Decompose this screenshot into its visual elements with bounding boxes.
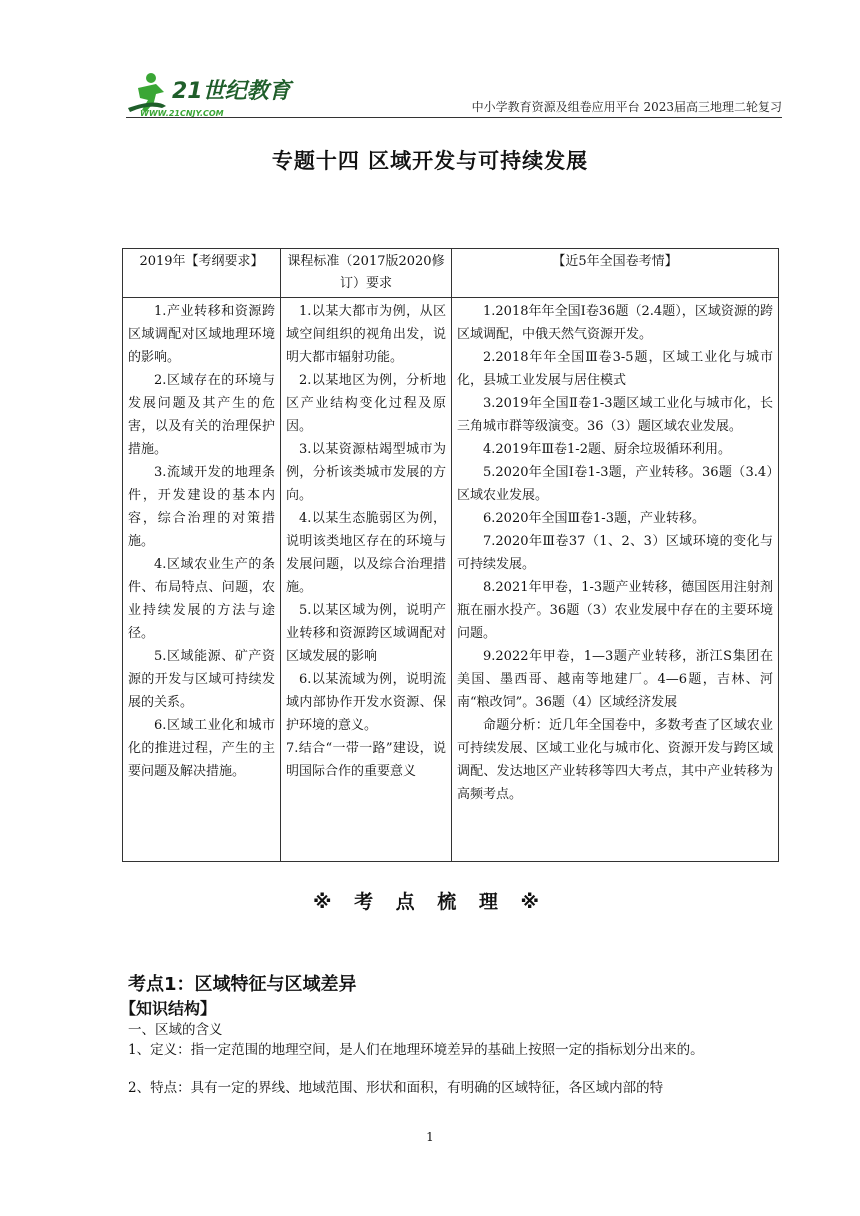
list-item: 4.2019年Ⅲ卷1-2题、厨余垃圾循环利用。: [483, 442, 731, 457]
list-item: 7.结合“一带一路”建设，说明国际合作的重要意义: [286, 741, 446, 779]
knowledge-structure-heading: 【知识结构】: [120, 999, 217, 1018]
list-item: 2.2018年年全国Ⅲ卷3-5题，区域工业化与城市化，县城工业发展与居住模式: [457, 350, 773, 388]
logo-url-text: WWW.21CNJY.COM: [140, 109, 224, 118]
header-divider: [126, 117, 782, 118]
list-item: 1.产业转移和资源跨区域调配对区域地理环境的影响。: [128, 304, 275, 365]
list-item: 3.以某资源枯竭型城市为例，分析该类城市发展的方向。: [286, 442, 446, 503]
site-logo: [126, 68, 296, 118]
page-number: 1: [426, 1130, 434, 1144]
table-header-row: [123, 249, 779, 298]
list-item: 4.以某生态脆弱区为例，说明该类地区存在的环境与发展问题，以及综合治理措施。: [286, 511, 446, 595]
list-item: 8.2021年甲卷，1-3题产业转移，德国医用注射剂瓶在丽水投产。36题（3）农业发展中存在的主要环境问题。: [457, 580, 773, 641]
section-heading: ※ 考 点 梳 理 ※: [312, 891, 548, 913]
requirements-table: [122, 248, 779, 862]
document-title: 专题十四 区域开发与可持续发展: [271, 149, 589, 173]
list-item: 2.以某地区为例，分析地区产业结构变化过程及原因。: [286, 373, 446, 434]
runner-logo-icon: [126, 68, 296, 118]
header-right-text: 中小学教育资源及组卷应用平台 2023届高三地理二轮复习: [471, 100, 782, 114]
list-item: 1.2018年年全国Ⅰ卷36题（2.4题），区域资源的跨区域调配，中俄天然气资源开发。: [457, 304, 773, 342]
paragraph: 1、定义：指一定范围的地理空间，是人们在地理环境差异的基础上按照一定的指标划分出来的。: [128, 1042, 704, 1058]
curriculum-standard-cell: [281, 298, 452, 862]
list-item: 3.流域开发的地理条件，开发建设的基本内容，综合治理的对策措施。: [128, 465, 275, 549]
list-item: 5.区域能源、矿产资源的开发与区域可持续发展的关系。: [128, 649, 275, 710]
exam-history-cell: [452, 298, 779, 862]
table-row: [123, 298, 779, 862]
logo-main-text: 21世纪教育: [172, 79, 291, 104]
list-item: 5.2020年全国Ⅰ卷1-3题，产业转移。36题（3.4）区域农业发展。: [457, 465, 773, 503]
list-item: 2.区域存在的环境与发展问题及其产生的危害，以及有关的治理保护措施。: [128, 373, 275, 457]
list-item: 7.2020年Ⅲ卷37（1、2、3）区域环境的变化与可持续发展。: [457, 534, 773, 572]
list-item: 5.以某区域为例，说明产业转移和资源跨区域调配对区域发展的影响: [286, 603, 446, 664]
analysis-text: 命题分析：近几年全国卷中，多数考查了区域农业可持续发展、区域工业化与城市化、资源开发与跨区域调配、发达地区产业转移等四大考点，其中产业转移为高频考点。: [457, 718, 773, 802]
topic-heading: 考点1：区域特征与区域差异: [128, 974, 357, 995]
list-item: 6.区域工业化和城市化的推进过程，产生的主要问题及解决措施。: [128, 718, 275, 779]
list-item: 4.区域农业生产的条件、布局特点、问题，农业持续发展的方法与途径。: [128, 557, 275, 641]
list-item: 6.2020年全国Ⅲ卷1-3题，产业转移。: [483, 511, 705, 526]
table-header-cell: 课程标准（2017版2020修订）要求: [281, 249, 452, 298]
table-header-cell: 【近5年全国卷考情】: [452, 249, 779, 298]
list-item: 1.以某大都市为例，从区域空间组织的视角出发，说明大都市辐射功能。: [286, 304, 446, 365]
list-item: 9.2022年甲卷，1—3题产业转移，浙江S集团在美国、墨西哥、越南等地建厂。4—6题，吉林、河南“粮改饲”。36题（4）区域经济发展: [457, 649, 773, 710]
paragraph: 一、区域的含义: [128, 1022, 223, 1038]
paragraph: 2、特点：具有一定的界线、地域范围、形状和面积，有明确的区域特征，各区域内部的特: [128, 1080, 664, 1096]
table-header-cell: 2019年【考纲要求】: [123, 249, 281, 298]
exam-outline-cell: [123, 298, 281, 862]
list-item: 6.以某流域为例，说明流域内部协作开发水资源、保护环境的意义。: [286, 672, 446, 733]
list-item: 3.2019年全国Ⅱ卷1-3题区域工业化与城市化，长三角城市群等级演变。36（3）题区域农业发展。: [457, 396, 773, 434]
